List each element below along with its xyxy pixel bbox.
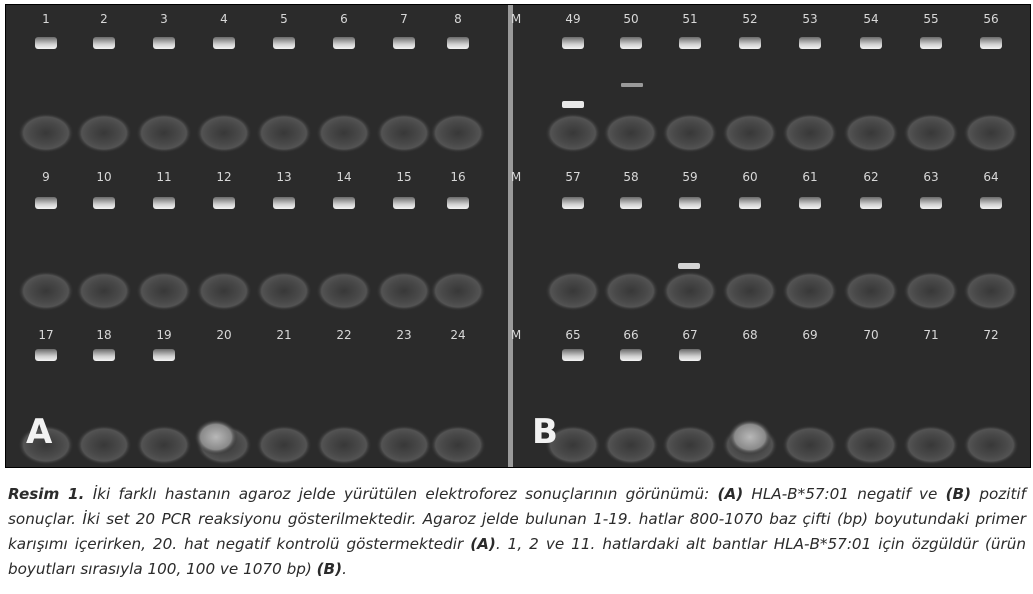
lane-number-label: 10 [96,170,112,184]
lane-number-label: 54 [863,12,879,26]
figure-caption [8,482,1026,582]
lane-number-label: 67 [682,328,698,342]
gel-well [545,113,601,153]
dna-band [679,37,701,49]
gel-well [256,271,312,311]
gel-well [603,425,659,465]
marker-label: M [510,12,522,26]
lane-number-label: 24 [450,328,466,342]
dna-band [333,37,355,49]
lane-number-label: 58 [623,170,639,184]
gel-well [843,113,899,153]
lane-number-label: 56 [983,12,999,26]
gel-well [545,271,601,311]
lane-number-label: 55 [923,12,939,26]
lane-number-label: 64 [983,170,999,184]
dna-band [860,197,882,209]
lane-number-label: 57 [565,170,581,184]
gel-electrophoresis-figure [5,4,1031,468]
dna-band [447,197,469,209]
dna-band [153,349,175,361]
gel-well [316,113,372,153]
gel-well [256,425,312,465]
specific-band [678,263,700,269]
marker-label: M [510,328,522,342]
gel-well [316,271,372,311]
dna-band [679,349,701,361]
caption-label: Resim 1. [8,485,85,503]
lane-number-label: 61 [802,170,818,184]
lane-number-label: 68 [742,328,758,342]
gel-well [256,113,312,153]
gel-well [782,271,838,311]
dna-band [620,37,642,49]
lane-number-label: 12 [216,170,232,184]
lane-number-label: 7 [400,12,408,26]
lane-number-label: 52 [742,12,758,26]
dna-band [739,197,761,209]
lane-number-label: 9 [42,170,50,184]
lane-number-label: 62 [863,170,879,184]
dna-band [980,197,1002,209]
dna-band [273,197,295,209]
lane-number-label: 51 [682,12,698,26]
gel-background [6,5,1030,467]
caption-text-4: . 1, 2 ve 11. hatlardaki alt bantlar HLA-B*57:01 için özgüldür (ürün boyutları sırasıyla 100, 100 ve 1070 bp) [8,535,1026,578]
lane-number-label: 18 [96,328,112,342]
gel-well [903,113,959,153]
gel-well [722,113,778,153]
gel-well [963,271,1019,311]
dna-band [620,197,642,209]
gel-well [376,113,432,153]
caption-ref-a2: (A) [470,535,496,553]
panel-divider [508,5,513,467]
lane-number-label: 3 [160,12,168,26]
dna-band [447,37,469,49]
lane-number-label: 63 [923,170,939,184]
panel-letter-a: A [26,412,53,452]
lane-number-label: 50 [623,12,639,26]
dna-band [213,37,235,49]
caption-ref-b2: (B) [316,560,343,578]
dna-band [213,197,235,209]
gel-image [6,5,1030,467]
lane-number-label: 15 [396,170,412,184]
lane-number-label: 60 [742,170,758,184]
caption-ref-a1: (A) [717,485,744,503]
dna-band [93,37,115,49]
lane-number-label: 8 [454,12,462,26]
lane-number-label: 2 [100,12,108,26]
dna-band [860,37,882,49]
lane-number-label: 4 [220,12,228,26]
gel-well [722,271,778,311]
dna-band [93,197,115,209]
dna-band [920,37,942,49]
gel-well [903,425,959,465]
lane-number-label: 69 [802,328,818,342]
dna-band [35,349,57,361]
specific-band [621,83,643,87]
lane-number-label: 20 [216,328,232,342]
gel-well [603,271,659,311]
lane-number-label: 59 [682,170,698,184]
gel-well [430,425,486,465]
lane-number-label: 53 [802,12,818,26]
lane-number-label: 23 [396,328,412,342]
dna-band [273,37,295,49]
gel-well [136,425,192,465]
gel-well [196,113,252,153]
dna-band [562,349,584,361]
gel-well [963,425,1019,465]
gel-well [136,271,192,311]
lane-number-label: 14 [336,170,352,184]
marker-label: M [510,170,522,184]
lane-number-label: 21 [276,328,292,342]
dna-band [920,197,942,209]
dna-band [93,349,115,361]
gel-well [18,271,74,311]
lane-number-label: 71 [923,328,939,342]
caption-ref-b1: (B) [945,485,972,503]
gel-well [843,271,899,311]
dna-band [562,197,584,209]
lane-number-label: 13 [276,170,292,184]
lane-number-label: 5 [280,12,288,26]
caption-text-1: İki farklı hastanın agaroz jelde yürütülen elektroforez sonuçlarının görünümü: [84,485,718,503]
gel-well [963,113,1019,153]
negative-control-spot [728,419,772,455]
gel-well [136,113,192,153]
dna-band [679,197,701,209]
negative-control-spot [194,419,238,455]
lane-number-label: 70 [863,328,879,342]
gel-well [662,425,718,465]
lane-number-label: 17 [38,328,54,342]
gel-well [76,113,132,153]
lane-number-label: 65 [565,328,581,342]
dna-band [562,37,584,49]
dna-band [620,349,642,361]
lane-number-label: 11 [156,170,172,184]
caption-text-2: HLA-B*57:01 negatif ve [743,485,946,503]
lane-number-label: 6 [340,12,348,26]
gel-well [76,271,132,311]
lane-number-label: 22 [336,328,352,342]
gel-well [76,425,132,465]
lane-number-label: 1 [42,12,50,26]
specific-band [562,101,584,108]
dna-band [393,37,415,49]
gel-well [903,271,959,311]
gel-well [196,271,252,311]
dna-band [799,197,821,209]
dna-band [980,37,1002,49]
dna-band [739,37,761,49]
dna-band [393,197,415,209]
gel-well [18,113,74,153]
lane-number-label: 66 [623,328,639,342]
dna-band [333,197,355,209]
gel-well [316,425,372,465]
gel-well [782,113,838,153]
gel-well [430,113,486,153]
gel-well [430,271,486,311]
dna-band [799,37,821,49]
dna-band [153,37,175,49]
gel-well [603,113,659,153]
lane-number-label: 72 [983,328,999,342]
caption-text-5: . [342,560,347,578]
gel-well [662,113,718,153]
panel-letter-b: B [532,412,558,452]
dna-band [35,197,57,209]
gel-well [843,425,899,465]
gel-well [662,271,718,311]
lane-number-label: 16 [450,170,466,184]
gel-well [376,271,432,311]
dna-band [35,37,57,49]
gel-well [376,425,432,465]
dna-band [153,197,175,209]
gel-well [782,425,838,465]
caption-text-3: pozitif sonuçlar. İki set 20 PCR reaksiyonu gösterilmektedir. Agaroz jelde bulunan 1-19. hatlar 800-1070 baz çifti (bp) boyutundaki primer karışımı içerirken, 20. hat negatif kontrolü göstermektedir [8,485,1026,553]
lane-number-label: 19 [156,328,172,342]
lane-number-label: 49 [565,12,581,26]
